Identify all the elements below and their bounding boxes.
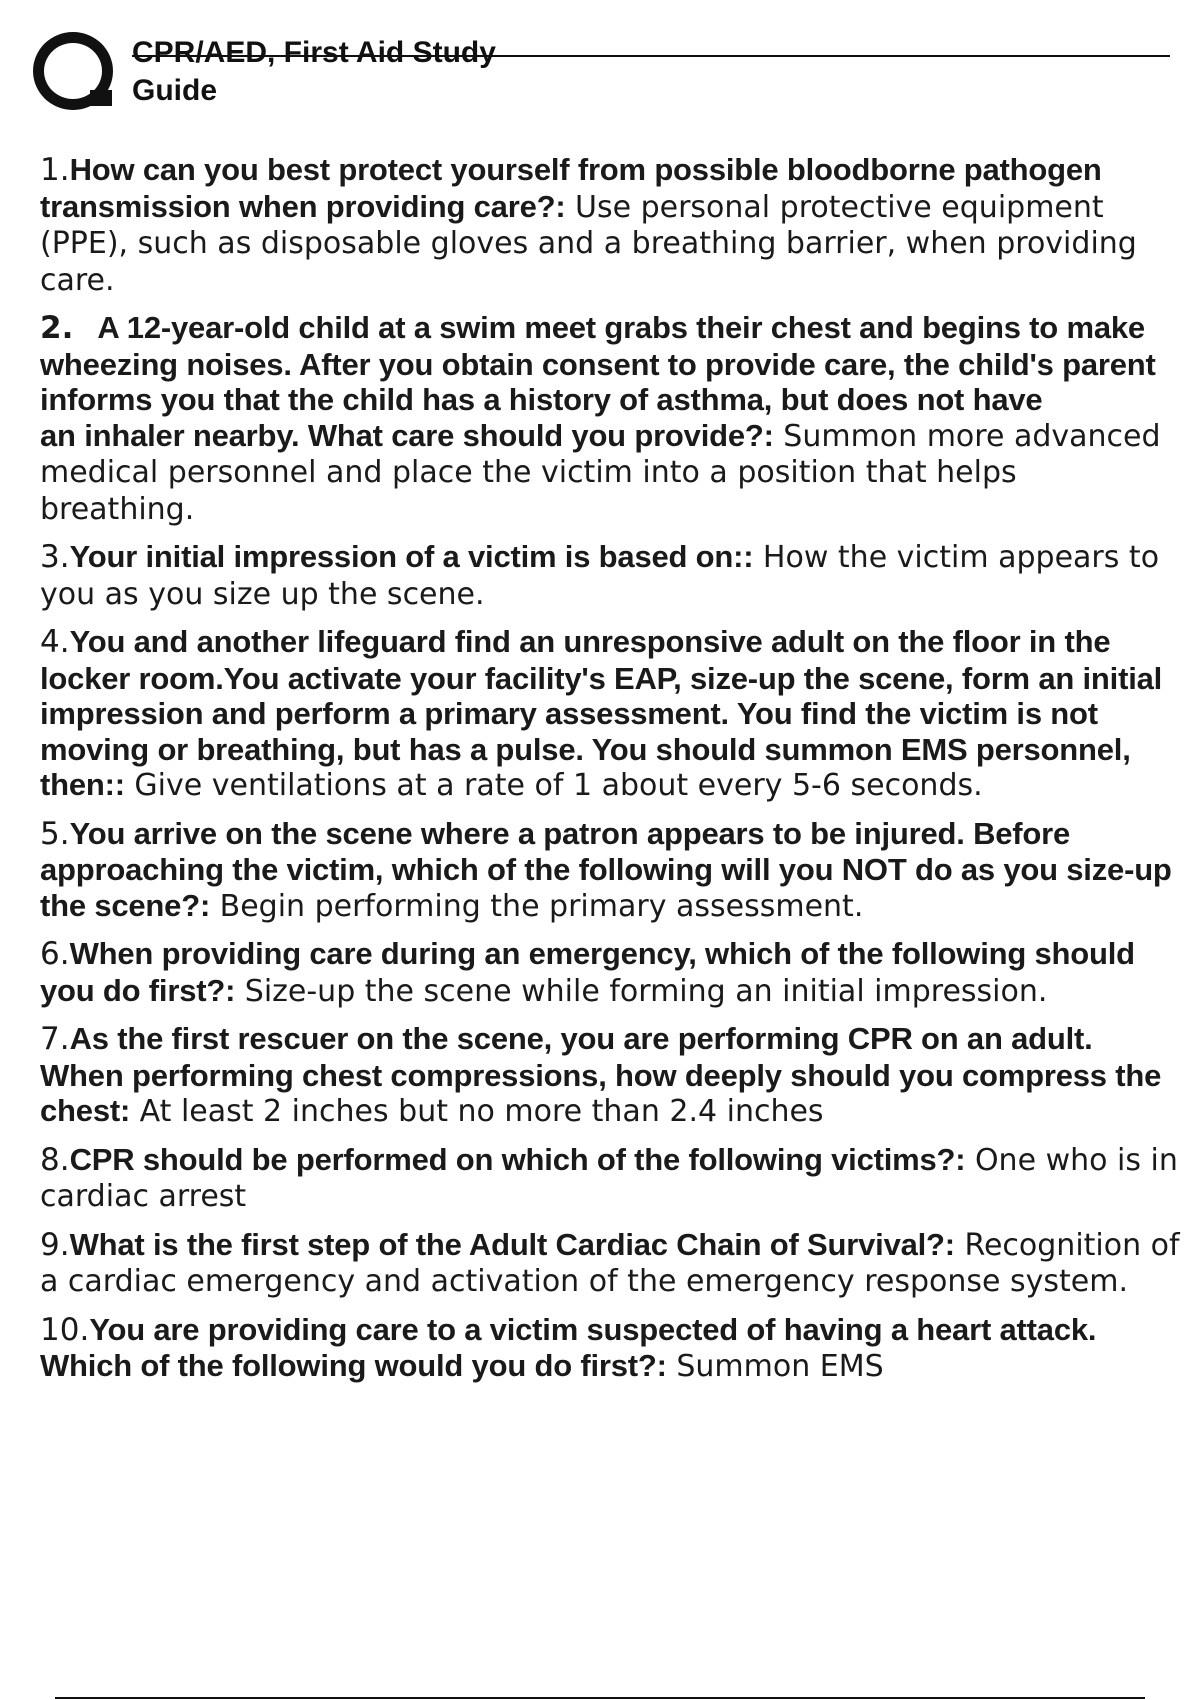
- answer-text: How the victim appears to you as you size up the scene.: [40, 540, 1160, 612]
- qa-item-4: [40, 624, 1180, 804]
- answer-text: Size-up the scene while forming an initial impression.: [235, 973, 1048, 1009]
- question-text: You and another lifeguard find an unresponsive adult on the floor in the locker room.You activate your facility's EAP, size-up the scene, form an initial impression and perform a primary assessment. You find the victim is not moving or breathing, but has a pulse. You should summon EMS personnel, then::: [40, 624, 1163, 802]
- question-text: You arrive on the scene where a patron appears to be injured. Before approaching the victim, which of the following will you NOT do as you size-up the scene?:: [40, 815, 1172, 923]
- item-number: 10.: [40, 1311, 90, 1348]
- item-number: 7.: [40, 1021, 70, 1057]
- question-text: CPR should be performed on which of the following victims?:: [69, 1141, 966, 1177]
- question-text: A 12-year-old child at a swim meet grabs their chest and begins to make wheezing noises. After you obtain consent to provide care, the child's parent informs you that the child has a history of asthma, but does not have: [40, 310, 1156, 417]
- logo-tail: [90, 90, 112, 106]
- question-text: When providing care during an emergency, which of the following should you do first?:: [40, 936, 1135, 1008]
- item-number: 4.: [40, 624, 70, 660]
- answer-text: Begin performing the primary assessment.: [210, 888, 864, 924]
- item-number: 1.: [40, 152, 70, 188]
- document-header: [30, 28, 1150, 118]
- qa-item-5: [40, 816, 1180, 925]
- answer-text: Recognition of a cardiac emergency and activation of the emergency response system.: [40, 1227, 1180, 1299]
- item-number: 3.: [40, 539, 70, 575]
- qa-item-7: [40, 1021, 1180, 1130]
- document-title: CPR/AED, First Aid Study Guide: [132, 36, 496, 107]
- item-number: 6.: [40, 936, 70, 972]
- answer-text: Use personal protective equipment (PPE), such as disposable gloves and a breathing barrier, when providing care.: [40, 189, 1137, 298]
- question-text: What is the first step of the Adult Cardiac Chain of Survival?:: [69, 1226, 955, 1262]
- answer-text: One who is in cardiac arrest: [40, 1142, 1178, 1214]
- qa-item-2: [40, 310, 1180, 527]
- qa-item-8: [40, 1142, 1180, 1215]
- answer-text: Give ventilations at a rate of 1 about every 5-6 seconds.: [124, 768, 983, 803]
- question-text: How can you best protect yourself from possible bloodborne pathogen transmission when providing care?:: [40, 152, 1102, 224]
- question-text: Your initial impression of a victim is based on::: [69, 539, 754, 574]
- item-number: 5.: [40, 815, 70, 852]
- answer-text: At least 2 inches but no more than 2.4 inches: [130, 1094, 824, 1129]
- answer-text: Summon more advanced medical personnel and place the victim into a position that helps breathing.: [40, 418, 1161, 527]
- qa-item-6: [40, 936, 1180, 1009]
- question-text: You are providing care to a victim suspected of having a heart attack. Which of the following would you do first?:: [40, 1311, 1097, 1383]
- study-guide-content: [40, 152, 1180, 1397]
- footer-rule: [55, 1697, 1145, 1699]
- item-number: 2.: [40, 310, 74, 346]
- item-number: 9.: [40, 1226, 70, 1263]
- qa-item-9: [40, 1227, 1180, 1300]
- question-text: As the first rescuer on the scene, you are performing CPR on an adult. When performing chest compressions, how deeply should you compress the chest:: [40, 1021, 1162, 1128]
- item-number: 8.: [40, 1141, 70, 1178]
- qa-item-3: [40, 539, 1180, 612]
- qa-item-10: [40, 1312, 1180, 1385]
- question-text-continued: an inhaler nearby. What care should you provide?:: [40, 417, 774, 453]
- qa-item-1: [40, 152, 1180, 298]
- answer-text: Summon EMS: [666, 1349, 884, 1384]
